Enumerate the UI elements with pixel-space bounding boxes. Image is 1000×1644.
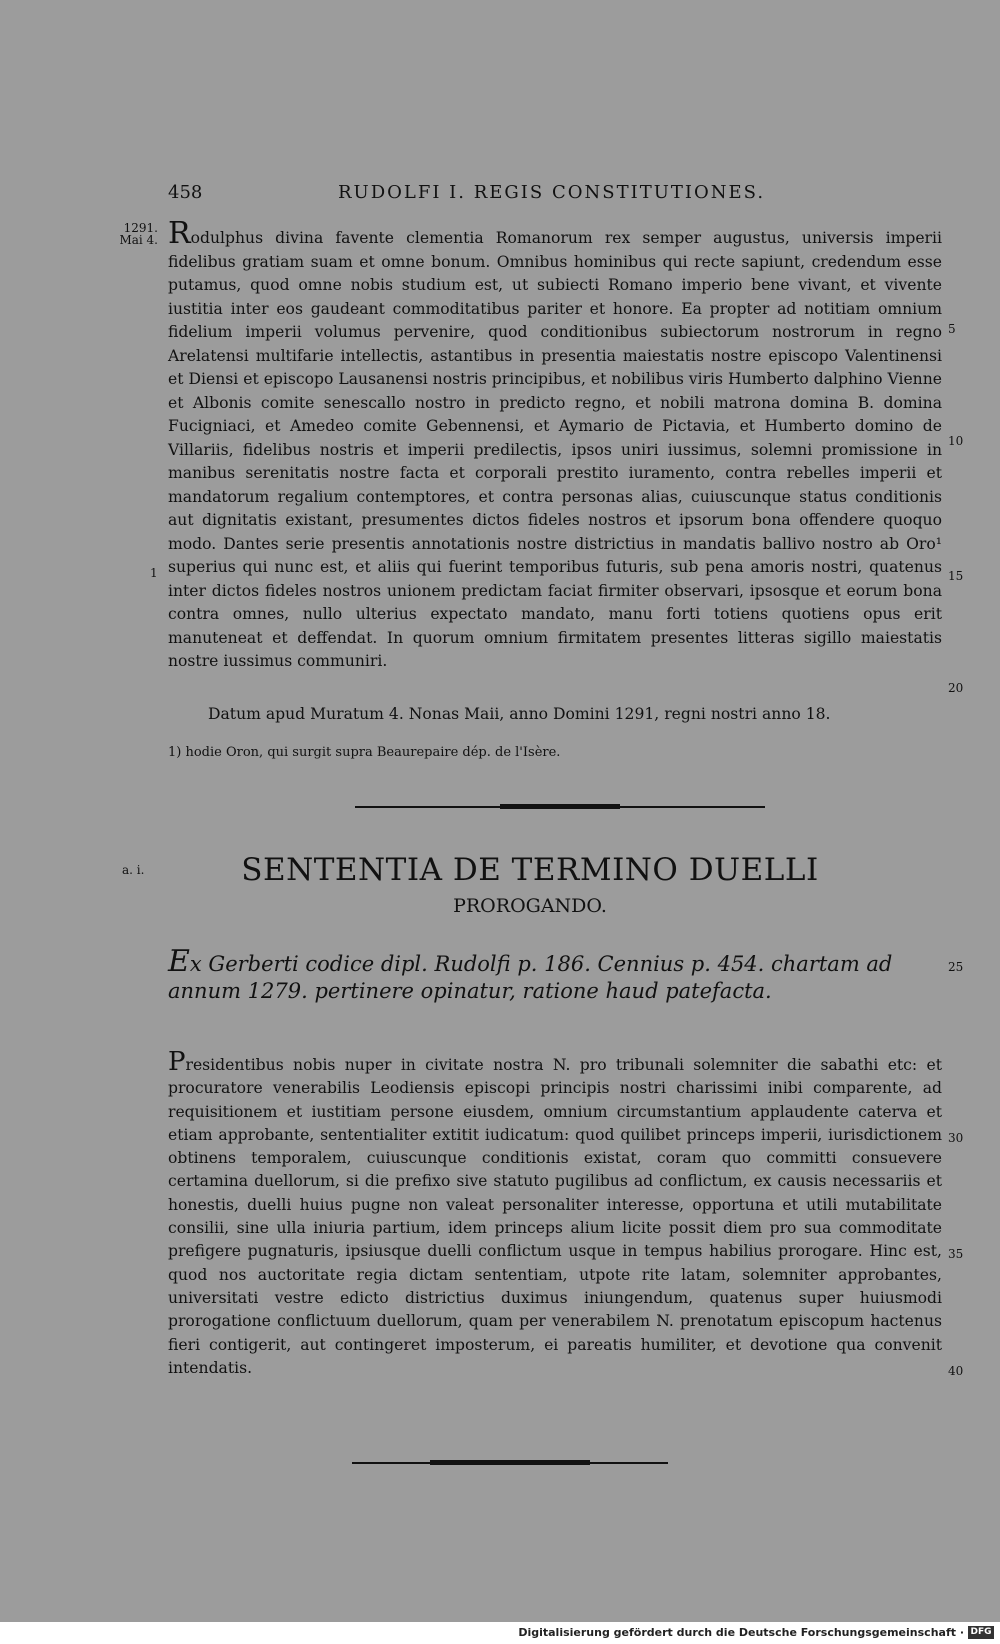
line-number: 10 xyxy=(948,434,964,448)
line-number: 35 xyxy=(948,1247,964,1261)
source-initial: E xyxy=(168,944,190,979)
running-title: RUDOLFI I. REGIS CONSTITUTIONES. xyxy=(338,182,766,203)
line-number: 5 xyxy=(948,322,956,336)
dfg-credit: Digitalisierung gefördert durch die Deutsche Forschungsgemeinschaft · xyxy=(518,1626,964,1639)
margin-year: 1291. xyxy=(123,221,158,235)
margin-day: Mai 4. xyxy=(119,233,158,247)
section-divider-center xyxy=(500,804,620,809)
end-divider-center xyxy=(430,1460,590,1465)
section-subheading: PROROGANDO. xyxy=(453,895,607,917)
page-number: 458 xyxy=(168,182,203,203)
drop-cap: P xyxy=(168,1047,186,1077)
footnote: 1) hodie Oron, qui surgit supra Beaurepaire dép. de l'Isère. xyxy=(168,745,561,760)
charter-text xyxy=(168,216,942,674)
line-number: 25 xyxy=(948,960,964,974)
sententia-body: residentibus nobis nuper in civitate nostra N. pro tribunali solemniter die sabathi etc: et procuratore venerabilis Leodiensis episcopi principis nostri charissimi inibi comparente, ad requisitionem et iustitiam persone eiusdem, omnium circumstantium applaudente caterva et etiam approbante, sententialiter extitit iudicatum: quod quilibet princeps imperii, iurisdictionem obtinens temporalem, cuiuscunque conditionis existat, coram quo committi consuevere certamina duellorum, si die prefixo sive statuto pugilibus ad conflictum, ex causis necessariis et honestis, duelli huius pugne non valeat personaliter interesse, opportuna et utili mutabilitate consilii, sine ulla iniuria partium, idem princeps alium licite possit diem pro sua commoditate prefigere pugnaturis, ipsiusque duelli conflictum usque in tempus habilius prorogare. Hinc est, quod nos auctoritate regia dictam sententiam, utpote rite latam, solemniter approbantes, universitati vestre edicto districtius duximus iniungendum, quatenus super huiusmodi prorogatione conflictuum duellorum, quam per venerabilem N. prenotatum episcopum hactenus fieri contigerit, aut contingeret imposterum, ei pareatis humiliter, et devotione qua convenit intendatis. xyxy=(168,1056,942,1377)
line-number: 15 xyxy=(948,569,964,583)
section-heading-text: SENTENTIA DE TERMINO DUELLI xyxy=(241,852,819,888)
footnote-marker: 1 xyxy=(150,566,158,580)
section-heading xyxy=(0,852,1000,888)
datum-line: Datum apud Muratum 4. Nonas Maii, anno Domini 1291, regni nostri anno 18. xyxy=(208,705,831,723)
source-text: x Gerberti codice dipl. Rudolfi p. 186. Cennius p. 454. chartam ad annum 1279. pertinere opinatur, ratione haud patefacta. xyxy=(168,952,893,1003)
line-number: 30 xyxy=(948,1131,964,1145)
sententia-text xyxy=(168,1047,942,1380)
charter-body: odulphus divina favente clementia Romanorum rex semper augustus, universis imperii fidelibus gratiam suam et omne bonum. Omnibus hominibus qui recte sapiunt, credendum esse putamus, quod omne nobis studium est, ut subiecti Romano imperio bene vivant, et vivente iustitia inter eos gaudeant commoditatibus pariter et honore. Ea propter ad notitiam omnium fidelium imperii volumus pervenire, quod conditionibus subiectorum nostrorum in regno Arelatensi multifarie intellectis, astantibus in presentia maiestatis nostre episcopo Valentinensi et Diensi et episcopo Lausanensi nostris principibus, et nobilibus viris Humberto dalphino Vienne et Albonis comite senescallo nostro in predicto regno, et nobili matrona domina B. domina Fucigniaci, et Amedeo comite Gebennensi, et Aymario de Pictavia, et Humberto domino de Villariis, fidelibus nostris et imperii predilectis, ipsos uniri iussimus, solemni promissione in manibus serenitatis nostre facta et corporali prestito iuramento, contra rebelles imperii et mandatorum regalium contemptores, et contra personas alias, cuiuscunque status conditionis aut dignitatis existant, presumentes dictos fideles nostros et ipsorum bona offendere quoquo modo. Dantes serie presentis annotationis nostre districtius in mandatis ballivo nostro ab Oro¹ superius qui nunc est, et aliis qui fuerint temporibus futuris, sub pena amoris nostri, quatenus inter dictos fideles nostros unionem predictam faciat firmiter observari, ipsosque et eorum bona contra omnes, nullo ulterius expectato mandato, manu forti totiens quotiens opus erit manuteneat et deffendat. In quorum omnium firmitatem presentes litteras sigillo maiestatis nostre iussimus communiri. xyxy=(168,229,942,670)
line-number: 40 xyxy=(948,1364,964,1378)
drop-cap: R xyxy=(168,216,191,251)
source-note xyxy=(168,944,942,1005)
line-number: 20 xyxy=(948,681,964,695)
dfg-logo: DFG xyxy=(968,1626,994,1639)
margin-date xyxy=(118,222,158,246)
margin-mark: a. i. xyxy=(122,863,145,877)
